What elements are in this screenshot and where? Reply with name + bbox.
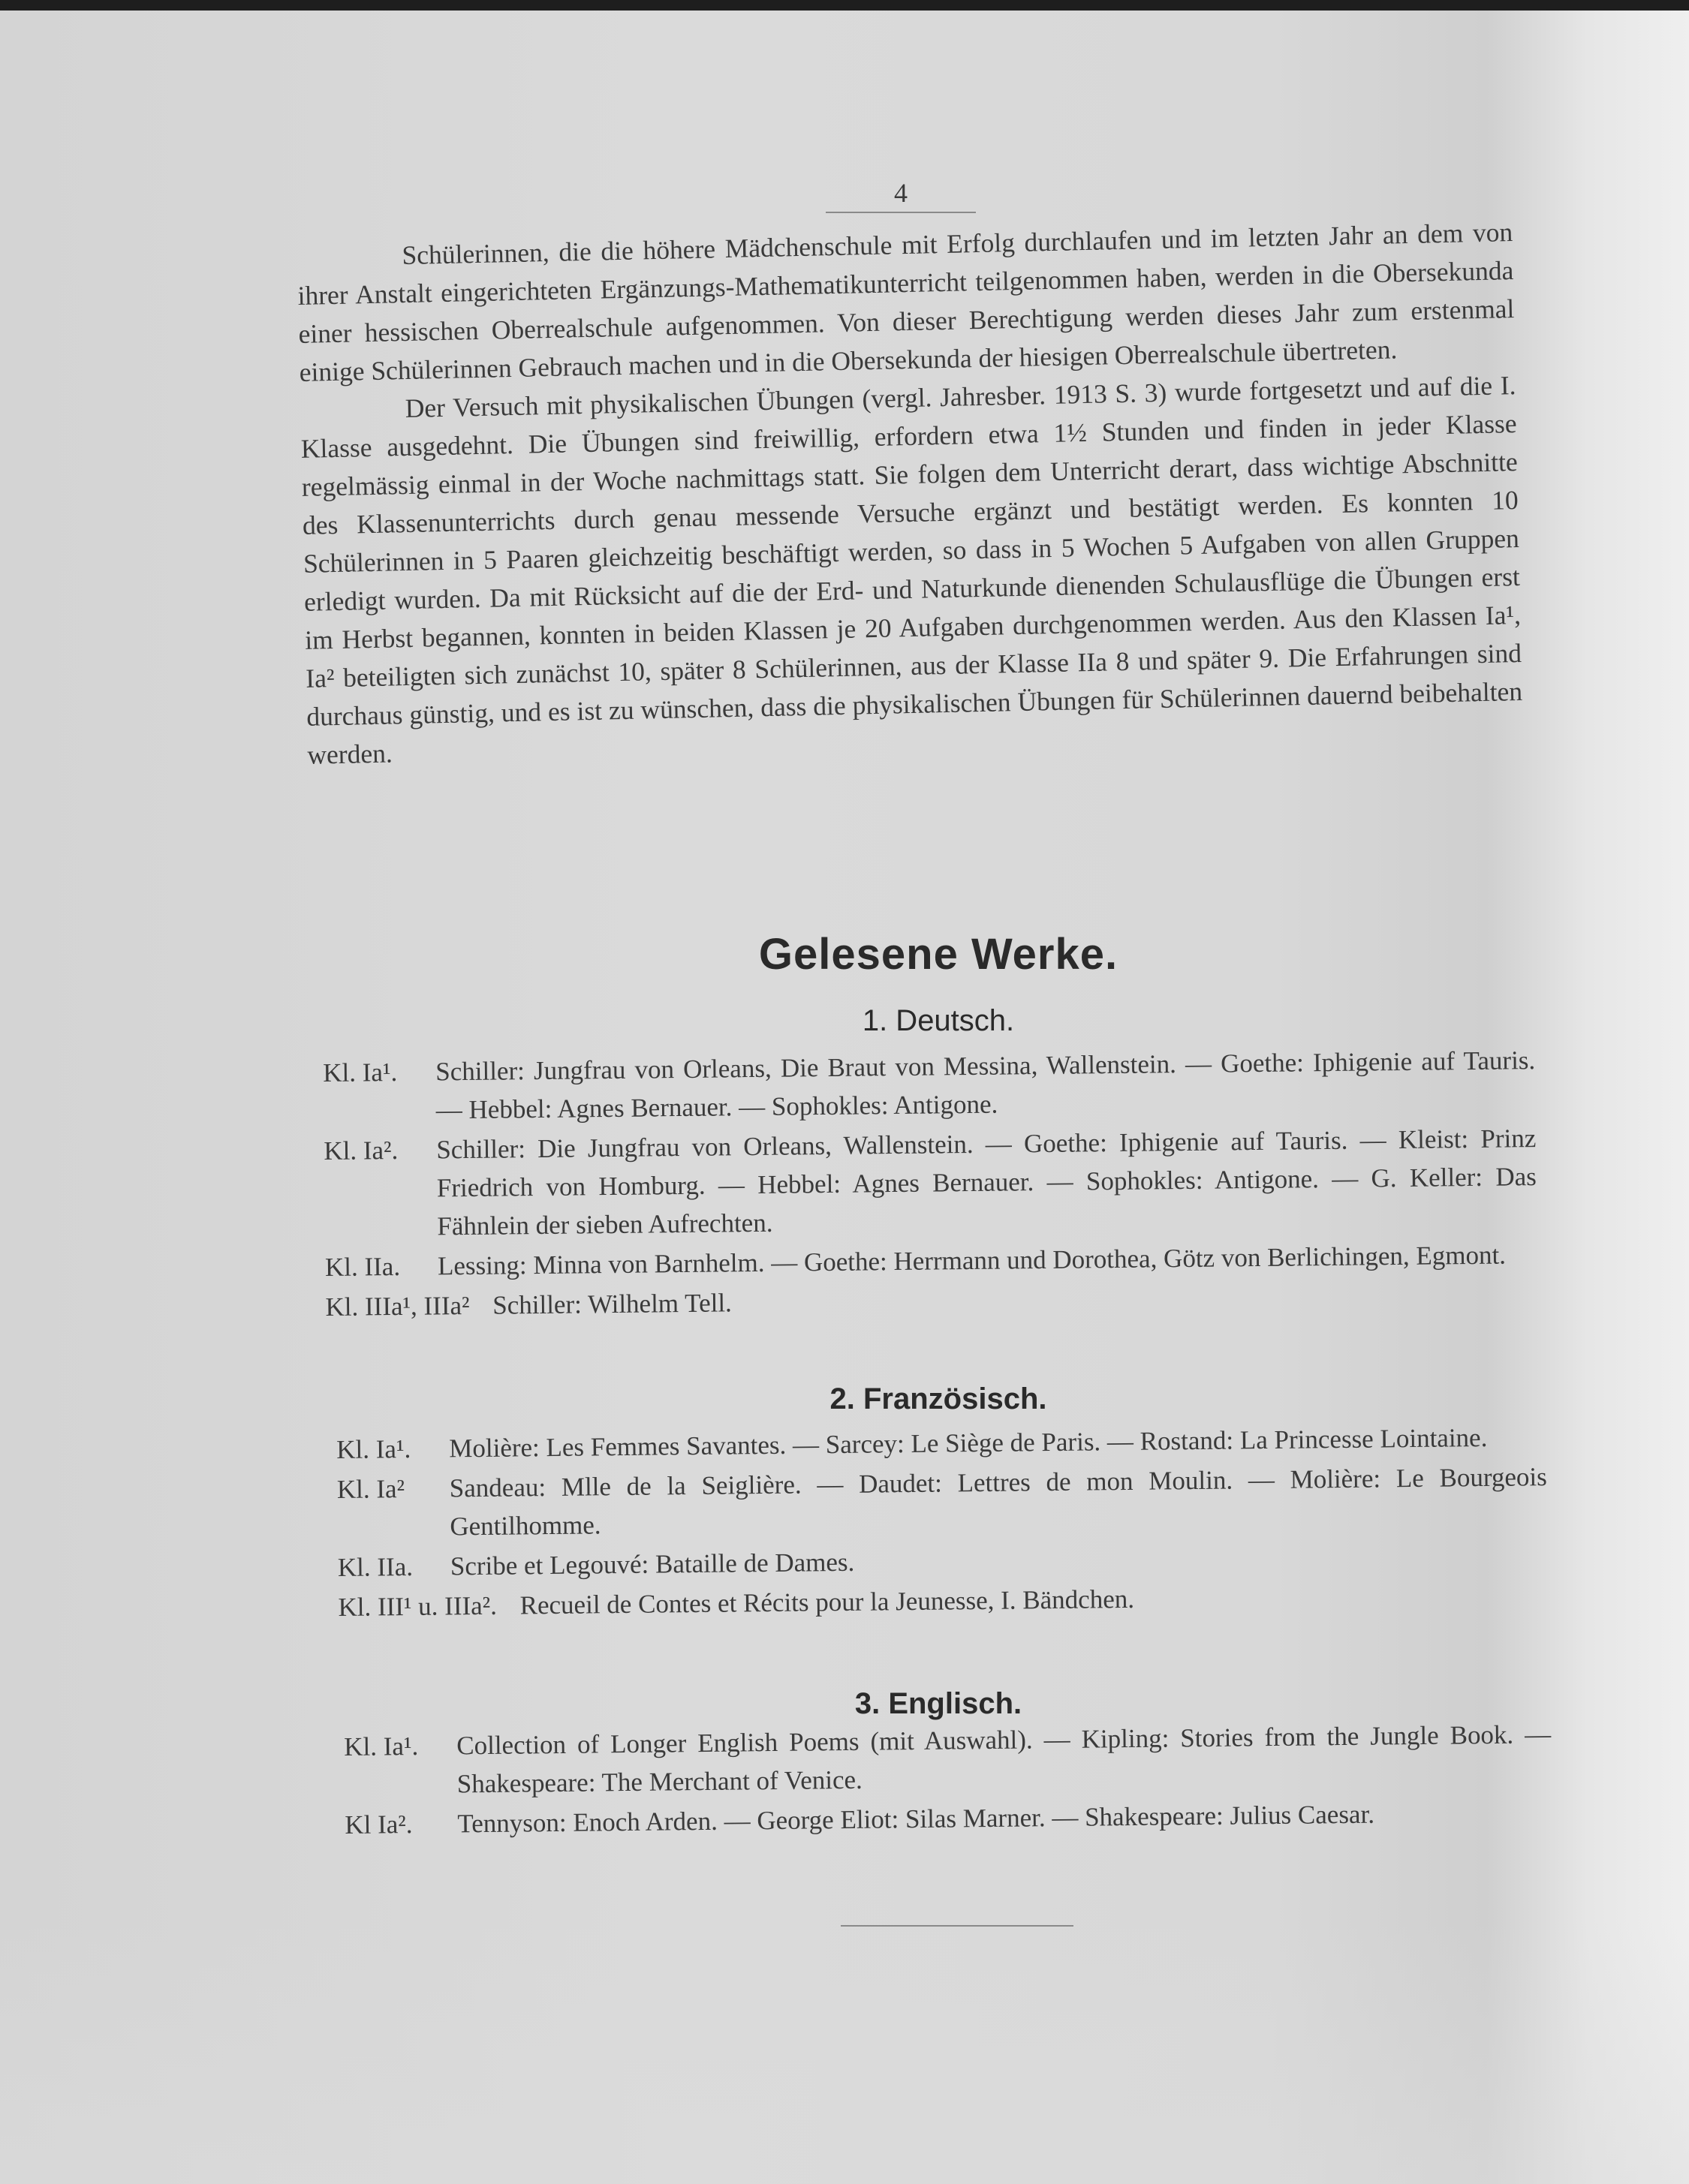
subheading-franzoesisch: 2. Französisch. bbox=[829, 1382, 1047, 1415]
class-label: Kl. Ia² bbox=[336, 1474, 405, 1504]
class-label: Kl. Ia¹. bbox=[336, 1433, 411, 1464]
subheading-englisch: 3. Englisch. bbox=[854, 1687, 1022, 1720]
paper-shading bbox=[0, 1921, 1689, 2184]
list-item bbox=[323, 1041, 1536, 1130]
subheading-deutsch: 1. Deutsch. bbox=[862, 1004, 1015, 1037]
list-item bbox=[344, 1715, 1552, 1804]
franzoesisch-list bbox=[336, 1418, 1549, 1628]
work-list: Recueil de Contes et Récits pour la Jeunesse, I. Bändchen. bbox=[519, 1584, 1135, 1620]
englisch-list bbox=[344, 1715, 1552, 1846]
list-item bbox=[337, 1458, 1548, 1547]
class-label: Kl Ia². bbox=[345, 1809, 413, 1840]
scan-top-edge bbox=[0, 0, 1689, 11]
work-list: Scribe et Legouvé: Bataille de Dames. bbox=[450, 1547, 855, 1581]
section-title: Gelesene Werke. bbox=[758, 930, 1118, 979]
header-rule bbox=[826, 212, 976, 213]
class-label: Kl. Ia¹. bbox=[344, 1731, 419, 1761]
work-list: Collection of Longer English Poems (mit Auswahl). — Kipling: Stories from the Jungle Book. — Shakespeare: The Merchant of Venice. bbox=[456, 1719, 1552, 1799]
paragraph: Der Versuch mit physikalischen Übungen (vergl. Jahresber. 1913 S. 3) wurde fortgesetzt und auf die I. Klasse ausgedehnt. Die Übungen sind freiwillig, erfordern etwa 1½ Stunden und finden in jeder Klasse regelmässig einmal in der Woche nachmittags statt. Sie folgen dem Unterricht derart, dass wichtige Abschnitte des Klassenunterrichts durch genau messende Versuche ergänzt und bestätigt werden. Es konnten 10 Schülerinnen in 5 Paaren gleichzeitig beschäftigt werden, so dass in 5 Wochen 5 Aufgaben von allen Gruppen erledigt wurden. Da mit Rücksicht auf die der Erd- und Naturkunde dienenden Schulausflüge die Übungen erst im Herbst begannen, konnten in beiden Klassen je 20 Aufgaben durchgenommen werden. Aus den Klassen Ia¹, Ia² beteiligten sich zunächst 10, später 8 Schülerinnen, aus der Klasse IIa 8 und später 9. Die Erfahrungen sind durchaus günstig, und es ist zu wünschen, dass die physikalischen Übungen für Schülerinnen dauernd beibehalten werden. bbox=[300, 370, 1523, 770]
class-label: Kl. IIIa¹, IIIa² bbox=[325, 1290, 470, 1322]
class-label: Kl. IIa. bbox=[324, 1251, 401, 1282]
work-list: Schiller: Die Jungfrau von Orleans, Wallenstein. — Goethe: Iphigenie auf Tauris. — Kleist: Prinz Friedrich von Homburg. — Hebbel: Agnes Bernauer. — Sophokles: Antigone. — G. Keller: Das Fähnlein der sieben Aufrechten. bbox=[436, 1124, 1537, 1241]
class-label: Kl. Ia². bbox=[324, 1135, 399, 1166]
work-list: Schiller: Jungfrau von Orleans, Die Braut von Messina, Wallenstein. — Goethe: Iphigenie auf Tauris. — Hebbel: Agnes Bernauer. — Sophokles: Antigone. bbox=[435, 1045, 1536, 1125]
work-list: Tennyson: Enoch Arden. — George Eliot: Silas Marner. — Shakespeare: Julius Caesar. bbox=[457, 1799, 1375, 1839]
class-label: Kl. Ia¹. bbox=[323, 1057, 398, 1087]
work-list: Molière: Les Femmes Savantes. — Sarcey: Le Siège de Paris. — Rostand: La Princesse Lointaine. bbox=[449, 1422, 1488, 1464]
list-item bbox=[324, 1119, 1537, 1247]
footer-rule bbox=[841, 1925, 1073, 1927]
paragraph: Schülerinnen, die die höhere Mädchenschule mit Erfolg durchlaufen und im letzten Jahr an dem von ihrer Anstalt eingerichteten Ergänzungs-Mathematikunterricht teilgenommen haben, werden in die Obersekunda einer hessischen Oberrealschule aufgenommen. Von dieser Berechtigung werden dieses Jahr zum erstenmal einige Schülerinnen Gebrauch machen und in die Obersekunda der hiesigen Oberrealschule übertreten. bbox=[297, 217, 1515, 387]
deutsch-list bbox=[323, 1041, 1538, 1328]
class-label: Kl. III¹ u. IIIa². bbox=[338, 1590, 498, 1622]
work-list: Sandeau: Mlle de la Seiglière. — Daudet: Lettres de mon Moulin. — Molière: Le Bourgeois Gentilhomme. bbox=[449, 1462, 1547, 1542]
work-list: Lessing: Minna von Barnhelm. — Goethe: Herrmann und Dorothea, Götz von Berlichingen, Egmont. bbox=[437, 1240, 1507, 1281]
page-number: 4 bbox=[894, 178, 908, 208]
work-list: Schiller: Wilhelm Tell. bbox=[492, 1288, 733, 1320]
class-label: Kl. IIa. bbox=[337, 1551, 414, 1582]
body-text bbox=[297, 213, 1524, 775]
